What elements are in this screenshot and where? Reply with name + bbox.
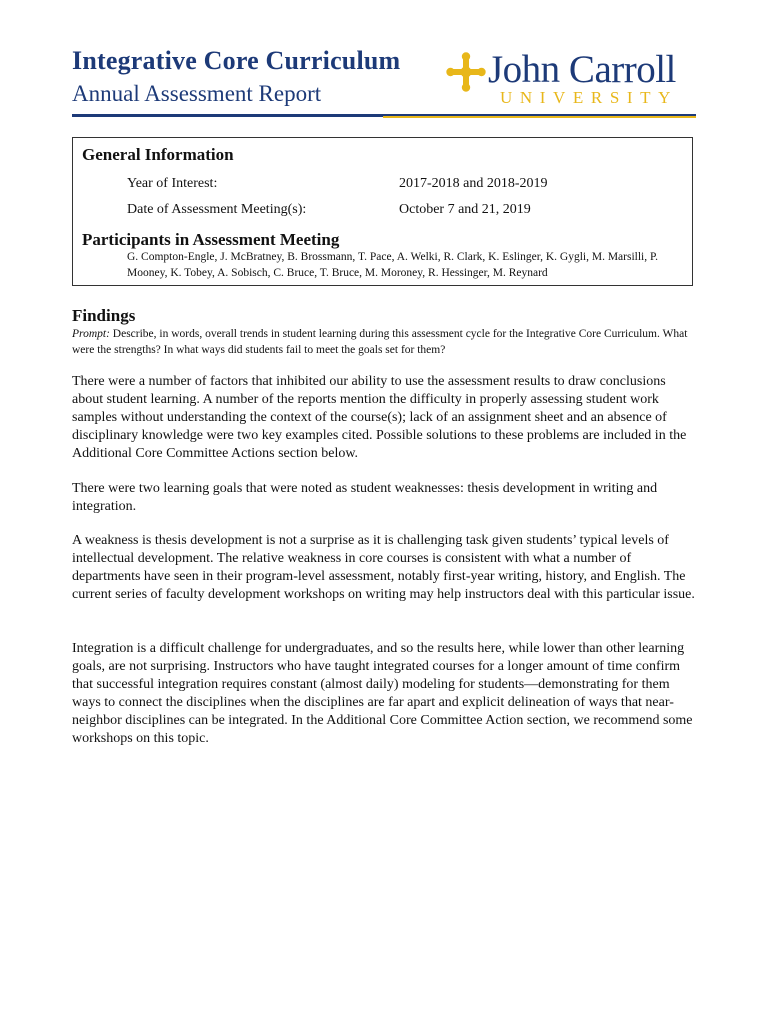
general-information-heading: General Information xyxy=(82,145,234,164)
participants-list: G. Compton-Engle, J. McBratney, B. Brossmann, T. Pace, A. Welki, R. Clark, K. Eslinger, K. Gygli, M. Marsilli, P. Mooney, K. Tobey, A. Sobisch, C. Bruce, T. Bruce, M. Moroney, R. Hessinger, M. Reynard xyxy=(127,251,658,279)
university-logo xyxy=(446,48,698,112)
header-divider-accent xyxy=(383,116,696,118)
prompt-label: Prompt: xyxy=(72,328,110,340)
findings-paragraph: Integration is a difficult challenge for undergraduates, and so the results here, while lower than other learning goals, are not surprising. Instructors who have taught integrated courses for a longer amount of time confirm that successful integration requires constant (almost daily) modeling for students—demonstrating for them ways to connect the disciplines when the disciplines are far apart and explicit delineation of ways that near-neighbor disciplines can be integrated. In the Additional Core Committee Action section, we recommend some workshops on this topic. xyxy=(72,641,693,746)
logo-wordmark: John Carroll xyxy=(488,48,676,91)
report-subtitle: Annual Assessment Report xyxy=(72,81,322,106)
cross-icon xyxy=(446,52,486,92)
findings-prompt xyxy=(72,326,702,358)
report-title: Integrative Core Curriculum xyxy=(72,46,401,75)
logo-university-text: UNIVERSITY xyxy=(500,88,678,107)
findings-paragraph: There were two learning goals that were noted as student weaknesses: thesis development in writing and integration. xyxy=(72,481,658,514)
general-information-box xyxy=(72,137,693,286)
year-of-interest-value: 2017-2018 and 2018-2019 xyxy=(399,176,548,191)
participants-heading: Participants in Assessment Meeting xyxy=(82,230,340,249)
findings-heading: Findings xyxy=(72,306,136,325)
findings-paragraph: A weakness is thesis development is not a surprise as it is challenging task given students’ typical levels of intellectual development. The relative weakness in core courses is consistent with what a number of departments have seen in their program-level assessment, notably first-year writing, history, and English. The current series of faculty development workshops on writing may help instructors deal with this particular issue. xyxy=(72,533,695,602)
meeting-date-label: Date of Assessment Meeting(s): xyxy=(127,202,307,217)
year-of-interest-label: Year of Interest: xyxy=(127,176,218,191)
meeting-date-value: October 7 and 21, 2019 xyxy=(399,202,531,217)
findings-paragraph: There were a number of factors that inhibited our ability to use the assessment results to draw conclusions about student learning. A number of the reports mention the difficulty in properly assessing student work samples without understanding the context of the course(s); lack of an assignment sheet and an absence of disciplinary knowledge were two key examples cited. Possible solutions to these problems are included in the Additional Core Committee Actions section below. xyxy=(72,374,687,461)
prompt-text: Describe, in words, overall trends in student learning during this assessment cycle for the Integrative Core Curriculum. What were the strengths? In what ways did students fail to meet the goals set for them? xyxy=(72,328,688,356)
